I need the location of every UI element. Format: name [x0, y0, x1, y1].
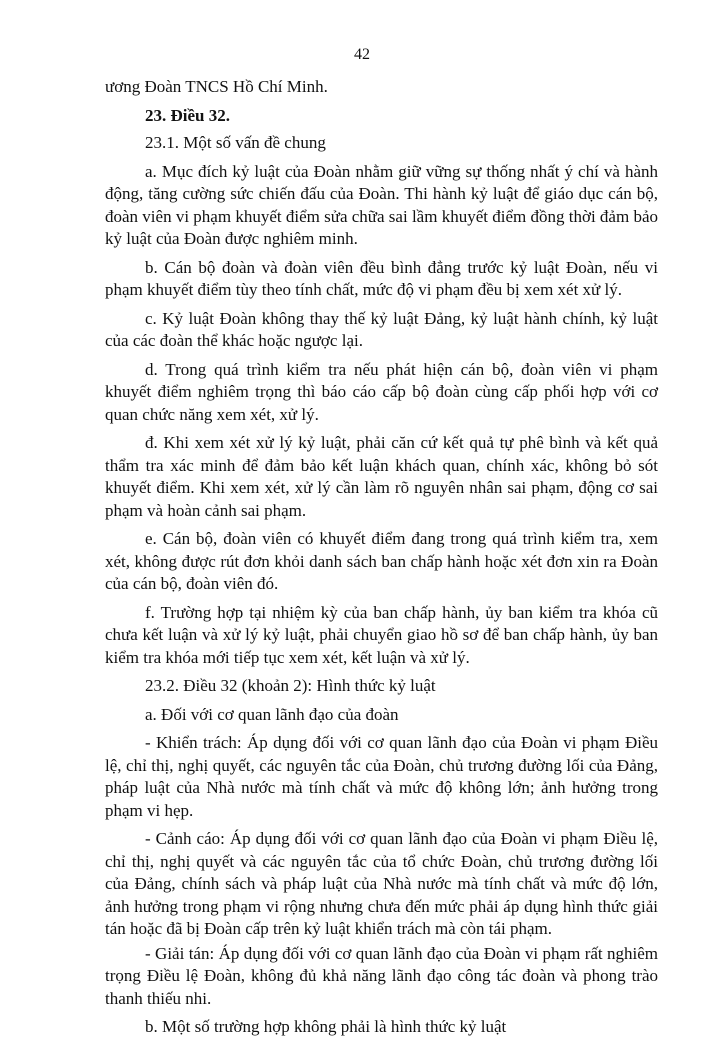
page-body [105, 76, 658, 1045]
paragraph-c: c. Kỷ luật Đoàn không thay thế kỷ luật Đảng, kỷ luật hành chính, kỷ luật của các đoàn thể khác hoặc ngược lại. [105, 308, 658, 350]
paragraph-continuation: ương Đoàn TNCS Hồ Chí Minh. [105, 77, 328, 96]
page-number: 42 [354, 46, 370, 63]
paragraph-a: a. Mục đích kỷ luật của Đoàn nhằm giữ vững sự thống nhất ý chí và hành động, tăng cường sức chiến đấu của Đoàn. Thi hành kỷ luật để giáo dục cán bộ, đoàn viên vi phạm khuyết điểm sửa chữa sai lầm khuyết điểm đồng thời đảm bảo kỷ luật của Đoàn được nghiêm minh. [105, 161, 658, 248]
bullet-canh-cao: - Cảnh cáo: Áp dụng đối với cơ quan lãnh đạo của Đoàn vi phạm Điều lệ, chỉ thị, nghị quyết và các nguyên tắc của tổ chức Đoàn, chủ trương đường lối của Đảng, chính sách và pháp luật của Nhà nước mà tính chất và mức độ lớn, ảnh hưởng trong phạm vi rộng nhưng chưa đến mức phải áp dụng hình thức giải tán hoặc đã bị Đoàn cấp trên kỷ luật khiển trách mà còn tái phạm. [105, 829, 658, 938]
paragraph-e: e. Cán bộ, đoàn viên có khuyết điểm đang trong quá trình kiểm tra, xem xét, không được rút đơn khỏi danh sách ban chấp hành hoặc xét đơn xin ra Đoàn của cán bộ, đoàn viên đó. [105, 529, 658, 593]
paragraph-b: b. Cán bộ đoàn và đoàn viên đều bình đẳng trước kỷ luật Đoàn, nếu vi phạm khuyết điểm tùy theo tính chất, mức độ vi phạm đều bị xem xét xử lý. [105, 257, 658, 299]
section-heading: 23. Điều 32. [145, 105, 230, 125]
subsection-title: 23.2. Điều 32 (khoản 2): Hình thức kỷ luật [145, 676, 436, 695]
paragraph-d: d. Trong quá trình kiểm tra nếu phát hiện cán bộ, đoàn viên vi phạm khuyết điểm nghiêm trọng thì báo cáo cấp bộ đoàn cùng cấp phối hợp với cơ quan chức năng xem xét, xử lý. [105, 359, 658, 424]
list-heading: b. Một số trường hợp không phải là hình thức kỷ luật [145, 1017, 507, 1036]
subsection-title: 23.1. Một số vấn đề chung [145, 133, 326, 152]
paragraph-dd: đ. Khi xem xét xử lý kỷ luật, phải căn cứ kết quả tự phê bình và kết quả thẩm tra xác minh để đảm bảo kết luận khách quan, chính xác, không bỏ sót khuyết điểm. Khi xem xét, xử lý cần làm rõ nguyên nhân sai phạm, động cơ sai phạm và hoàn cảnh sai phạm. [105, 433, 658, 520]
paragraph-f: f. Trường hợp tại nhiệm kỳ của ban chấp hành, ủy ban kiểm tra khóa cũ chưa kết luận và xử lý kỷ luật, phải chuyển giao hồ sơ để ban chấp hành, ủy ban kiểm tra khóa mới tiếp tục xem xét, kết luận và xử lý. [105, 602, 658, 667]
bullet-giai-tan: - Giải tán: Áp dụng đối với cơ quan lãnh đạo của Đoàn vi phạm rất nghiêm trọng Điều lệ Đoàn, không đủ khả năng lãnh đạo công tác đoàn và phong trào thanh thiếu nhi. [105, 943, 658, 1008]
list-heading: a. Đối với cơ quan lãnh đạo của đoàn [145, 704, 399, 724]
bullet-khien-trach: - Khiển trách: Áp dụng đối với cơ quan lãnh đạo của Đoàn vi phạm Điều lệ, chỉ thị, nghị quyết, các nguyên tắc của Đoàn, chủ trương đường lối của Đảng, pháp luật của Nhà nước mà tính chất và mức độ không lớn; ảnh hưởng trong phạm vi hẹp. [105, 733, 658, 820]
